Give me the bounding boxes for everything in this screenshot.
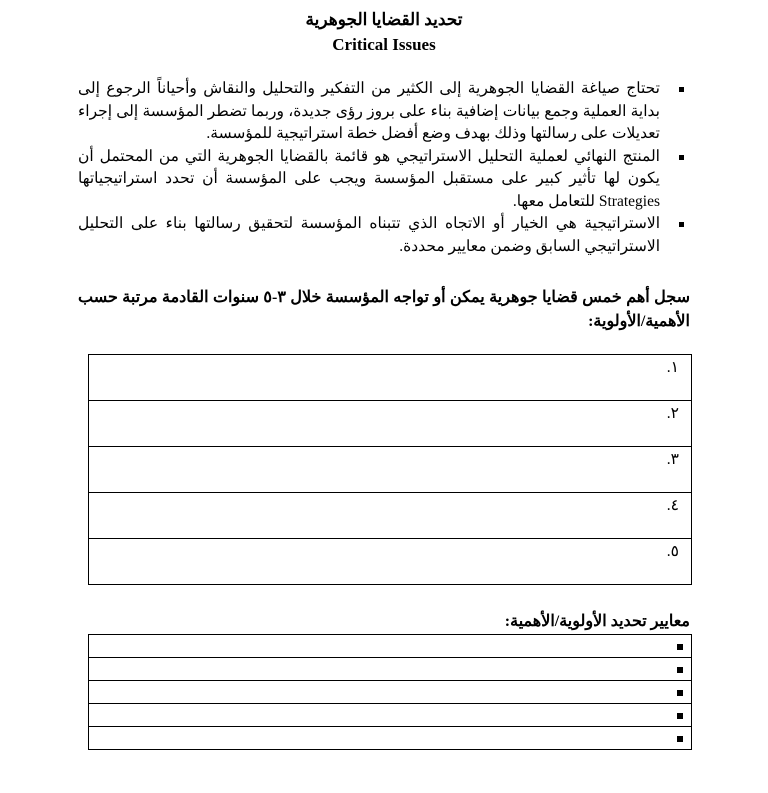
intro-bullet-item — [78, 213, 690, 258]
page-title-english: Critical Issues — [332, 35, 436, 54]
square-bullet-icon — [679, 222, 684, 227]
criteria-cell[interactable] — [89, 681, 692, 704]
intro-bullet-text: تحتاج صياغة القضايا الجوهرية إلى الكثير من التفكير والتحليل والنقاش وأحياناً الرجوع إلى بداية العملية وجمع بيانات إضافية بناء على بروز رؤى جديدة، وربما تضطر المؤسسة إلى إجراء تعديلات على رسالتها وذلك بهدف وضع أفضل خطة استراتيجية للمؤسسة. — [78, 80, 660, 142]
criteria-heading: معايير تحديد الأولوية/الأهمية: — [504, 613, 690, 630]
criteria-cell[interactable] — [89, 727, 692, 750]
square-bullet-icon — [677, 644, 683, 650]
issue-number: ١. — [666, 359, 679, 376]
issues-table — [88, 354, 692, 585]
issue-cell[interactable] — [89, 493, 692, 539]
table-row — [89, 635, 692, 658]
intro-bullet-item — [78, 78, 690, 146]
issues-question: سجل أهم خمس قضايا جوهرية يمكن أو تواجه المؤسسة خلال ٣-٥ سنوات القادمة مرتبة حسب الأهمية/الأولوية: — [78, 289, 691, 330]
intro-bullet-list — [78, 78, 690, 258]
intro-bullet-text: المنتج النهائي لعملية التحليل الاستراتيجي هو قائمة بالقضايا الجوهرية التي من المحتمل أن يكون لها تأثير كبير على مستقبل المؤسسة ويجب على المؤسسة أن تحدد استراتيجياتها Strategies للتعامل معها. — [78, 147, 660, 210]
issue-number: ٥. — [666, 543, 679, 560]
issue-cell[interactable] — [89, 401, 692, 447]
criteria-cell[interactable] — [89, 635, 692, 658]
issue-cell[interactable] — [89, 355, 692, 401]
table-row — [89, 681, 692, 704]
issue-cell[interactable] — [89, 447, 692, 493]
square-bullet-icon — [677, 667, 683, 673]
intro-bullet-text: الاستراتيجية هي الخيار أو الاتجاه الذي تتبناه المؤسسة لتحقيق رسالتها بناء على التحليل الاستراتيجي السابق وضمن معايير محددة. — [78, 215, 660, 255]
square-bullet-icon — [677, 713, 683, 719]
criteria-cell[interactable] — [89, 704, 692, 727]
issue-cell[interactable] — [89, 539, 692, 585]
table-row — [89, 539, 692, 585]
issue-number: ٣. — [666, 451, 679, 468]
table-row — [89, 727, 692, 750]
square-bullet-icon — [679, 87, 684, 92]
criteria-table — [88, 634, 692, 750]
intro-bullet-item — [78, 146, 690, 214]
square-bullet-icon — [679, 155, 684, 160]
table-row — [89, 401, 692, 447]
square-bullet-icon — [677, 690, 683, 696]
table-row — [89, 447, 692, 493]
table-row — [89, 658, 692, 681]
table-row — [89, 355, 692, 401]
table-row — [89, 493, 692, 539]
issue-number: ٤. — [666, 497, 679, 514]
page-title-arabic: تحديد القضايا الجوهرية — [305, 10, 463, 29]
table-row — [89, 704, 692, 727]
criteria-cell[interactable] — [89, 658, 692, 681]
issue-number: ٢. — [666, 405, 679, 422]
square-bullet-icon — [677, 736, 683, 742]
